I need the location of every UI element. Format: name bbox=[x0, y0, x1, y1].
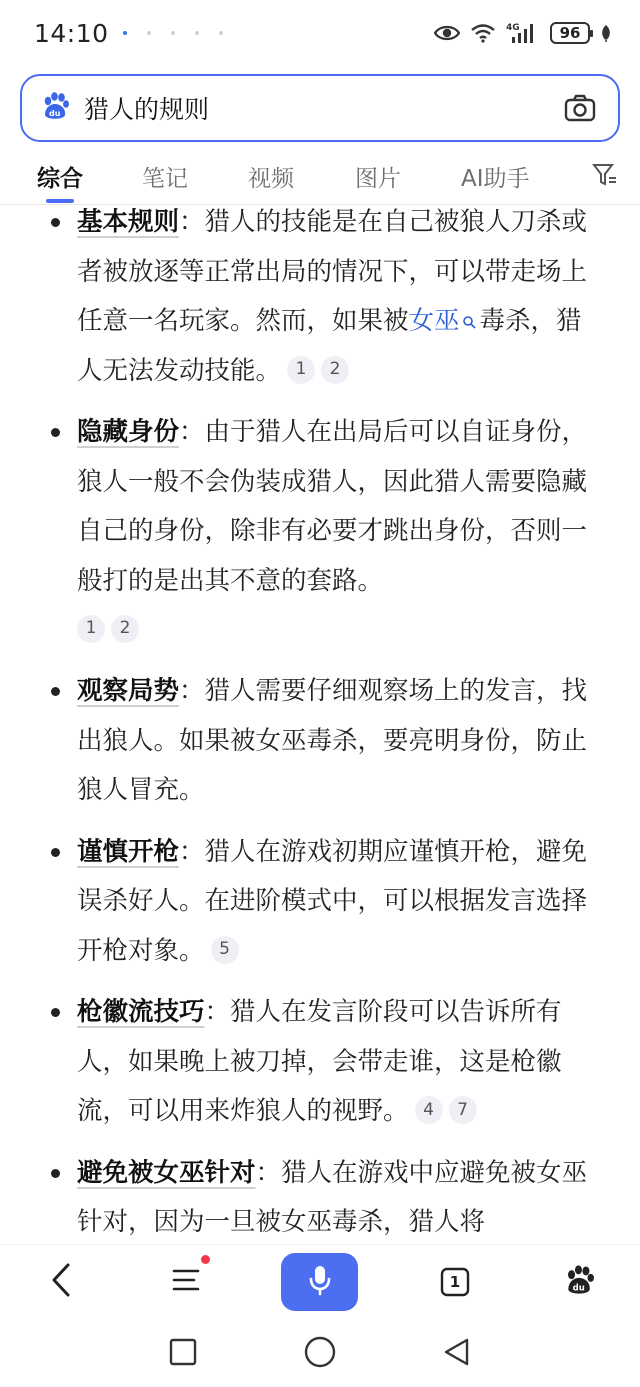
term-careful-shooting[interactable]: 谨慎开枪 bbox=[77, 836, 180, 867]
status-bar bbox=[0, 0, 640, 66]
bullet bbox=[51, 687, 60, 696]
bullet bbox=[51, 218, 60, 227]
microphone-icon bbox=[308, 1264, 332, 1300]
back-button[interactable] bbox=[36, 1253, 86, 1311]
notification-dots bbox=[123, 31, 223, 35]
search-input[interactable]: 猎人的规则 bbox=[84, 95, 210, 124]
tab-ai-assistant[interactable]: AI助手 bbox=[461, 165, 530, 192]
search-bar[interactable] bbox=[20, 74, 620, 142]
baidu-paw-icon bbox=[40, 91, 70, 125]
camera-icon[interactable] bbox=[560, 88, 600, 128]
list-item bbox=[0, 988, 640, 1137]
svg-text:du: du bbox=[572, 1283, 585, 1294]
baidu-home-button[interactable] bbox=[554, 1253, 604, 1311]
menu-icon bbox=[172, 1267, 202, 1297]
search-tabs bbox=[0, 150, 640, 202]
item-text: 带走场上任意一名玩家。然而，如果被 bbox=[77, 256, 588, 336]
list-item bbox=[0, 828, 640, 977]
bullet bbox=[51, 1008, 60, 1017]
term-avoid-witch[interactable]: 避免被女巫针对 bbox=[77, 1157, 256, 1188]
term-observe-situation[interactable]: 观察局势 bbox=[77, 676, 180, 707]
term-gun-badge-technique[interactable]: 枪徽流技巧 bbox=[77, 997, 205, 1028]
baidu-paw-icon bbox=[563, 1264, 595, 1300]
tabs-button[interactable] bbox=[428, 1253, 482, 1311]
system-navigation-bar bbox=[0, 1320, 640, 1387]
square-icon bbox=[169, 1338, 197, 1370]
chevron-left-icon bbox=[50, 1263, 72, 1301]
citation-badge[interactable]: 7 bbox=[449, 1096, 477, 1124]
svg-text:du: du bbox=[49, 109, 61, 118]
citation-badge[interactable]: 4 bbox=[415, 1096, 443, 1124]
item-text: ：猎人在游戏中应避免被女巫针对，因为一旦被女巫毒杀，猎人将 bbox=[77, 1157, 588, 1238]
tab-notes[interactable]: 笔记 bbox=[142, 165, 188, 192]
rules-list bbox=[0, 204, 640, 1244]
bullet bbox=[51, 428, 60, 437]
item-text: ：由于猎人在出局后可以自证身份，狼人一般不会伪装成猎人，因此猎人需要隐藏自己的身份，除非有必要才跳出身份，否则一般打的是出其不意的套路。 bbox=[77, 417, 588, 596]
item-text: ：猎人在游戏初期应谨慎开枪，避免误杀好人。在进阶模式中，可以根据发言选择开枪对象。 bbox=[77, 836, 588, 966]
item-text: ：猎人在发言阶段可以告诉所有人，如果晚上被刀掉，会带走谁，这是枪徽流，可以用来炸狼人的视野。 bbox=[77, 997, 562, 1127]
item-text: 杀或者被放逐等正常出局的情况下，可以 bbox=[77, 207, 588, 287]
wifi-icon bbox=[470, 23, 496, 43]
status-icons bbox=[434, 22, 612, 44]
bullet bbox=[51, 848, 60, 857]
citation-badge[interactable]: 1 bbox=[287, 356, 315, 384]
eye-comfort-icon bbox=[434, 23, 460, 43]
signal-4g-icon bbox=[506, 22, 540, 44]
triangle-back-icon bbox=[442, 1337, 472, 1371]
tabs-count-icon bbox=[440, 1267, 470, 1297]
home-button[interactable] bbox=[300, 1334, 340, 1374]
list-item bbox=[0, 1149, 640, 1244]
tab-all[interactable]: 综合 bbox=[37, 160, 83, 193]
leaf-icon bbox=[600, 24, 612, 42]
term-basic-rules[interactable]: 基本规则 bbox=[77, 207, 180, 237]
citation-row bbox=[0, 606, 640, 655]
recent-apps-button[interactable] bbox=[163, 1334, 203, 1374]
battery-level: 96 bbox=[559, 24, 581, 42]
battery-icon bbox=[550, 22, 590, 44]
circle-icon bbox=[303, 1335, 337, 1373]
item-text: ：猎人的技能是在自己被狼人刀 bbox=[179, 207, 537, 237]
bullet bbox=[51, 1169, 60, 1178]
filter-icon[interactable] bbox=[592, 162, 618, 188]
citation-badge[interactable]: 5 bbox=[211, 936, 239, 964]
citation-badge[interactable]: 2 bbox=[111, 615, 139, 643]
menu-button[interactable] bbox=[160, 1253, 214, 1311]
tab-images[interactable]: 图片 bbox=[355, 165, 401, 192]
term-hide-identity[interactable]: 隐藏身份 bbox=[77, 417, 180, 448]
witch-link[interactable]: 女巫 bbox=[408, 306, 460, 336]
tabs-count: 1 bbox=[449, 1273, 461, 1291]
list-item bbox=[0, 408, 640, 606]
notification-dot bbox=[201, 1255, 210, 1264]
result-content bbox=[0, 204, 640, 1244]
network-type: 4G bbox=[506, 23, 520, 33]
item-text: 毒杀，猎人无法发动技能。 bbox=[77, 306, 582, 386]
item-text: ：猎人需要仔细观察场上的发言，找出狼人。如果被女巫毒杀，要亮明身份，防止狼人冒充。 bbox=[77, 676, 588, 806]
citation-badge[interactable]: 2 bbox=[321, 356, 349, 384]
search-small-icon[interactable] bbox=[462, 297, 476, 347]
system-back-button[interactable] bbox=[437, 1334, 477, 1374]
voice-search-button[interactable] bbox=[281, 1253, 358, 1311]
list-item bbox=[0, 667, 640, 816]
list-item bbox=[0, 204, 640, 396]
status-time: 14:10 bbox=[34, 18, 109, 48]
citation-badge[interactable]: 1 bbox=[77, 615, 105, 643]
tab-videos[interactable]: 视频 bbox=[248, 165, 294, 192]
bottom-toolbar bbox=[0, 1244, 640, 1320]
